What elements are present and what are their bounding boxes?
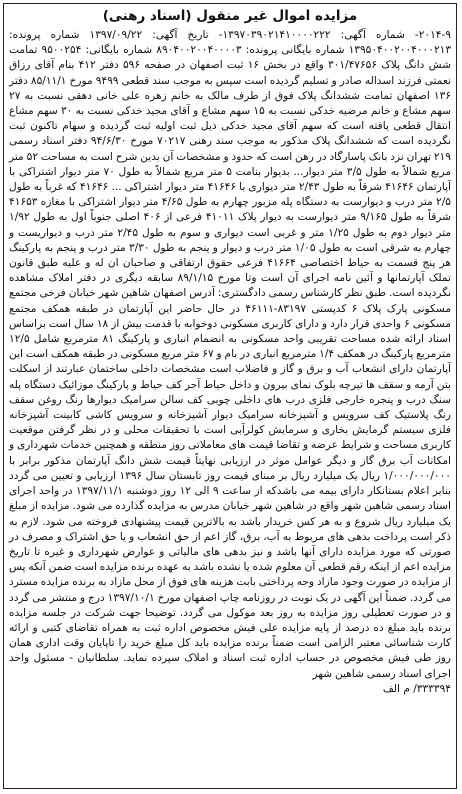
legal-notice [3,3,457,789]
notice-reference: ۳۳۳۳۹۴/ م الف [382,682,451,695]
notice-title: مزایده اموال غیر منقول (اسناد رهنی) [102,8,358,24]
notice-body: ۲۰۱۴-۹- شماره آگهی: ۱۳۹۷۰۳۹۰۲۱۴۱۰۰۰۰۲۲۲- تاریخ آگهی: ۱۳۹۷/۰۹/۲۲ شماره پرونده: ۱۳۹۵۰۴۰۰۲۰۰۴۰۰۰۲۱۳ شماره بایگانی پرونده: ۸۹۰۴۰۰۲۰۰۴۰۰۰۰۳ شماره بایگانی: ۹۵۰۰۲۵۴ تمامت شش دانگ پلاک ۳۰۱/۴۷۶۵۶ واقع در بخش ۱۶ ثبت اصفهان در صفحه ۵۹۶ دفتر ۴۱۲ بنام آقای رزاق نعمتی فرزند اسداله صادر و تسلیم گردیده است سپس به موجب سند قطعی ۹۴۹۹ مورخ ۸۵/۱۱/۱ دفتر ۱۳۶ اصفهان تمامت ششدانگ پلاک فوق از طرف مالک به خانم زهره علی خانی دهقی نسبت به ۲۷ سهم مشاع و خانم مرضیه خدکی نسبت به ۱۵ سهم مشاع و آقای مجید خدکی نسبت به ۳۰ سهم مشاع انتقال قطعی یافته است که سهم آقای مجید خدکی ذیل ثبت اولیه ثبت گردیده و سهام تاکنون ثبت نگردیده است که ششدانگ پلاک مذکور به موجب سند رهنی ۷۰۲۱۷ مورخ ۹۴/۶/۳۰ دفتر اسناد رسمی ۲۱۹ تهران نزد بانک پاسارگاد در رهن است که حدود و مشخصات آن بدین شرح است به مساحت ۵۲ متر مربع شمالاً به طول ۳/۵ متر دیوار... بدیوار بنامت ۵ متر مربع شمالاً به طول ۷۰ متر دیوار اشتراکی با آپارتمان ۴۱۶۴۶ شرقاً به طول ۲/۴۳ متر دیواری با ۴۱۶۴۶ متر دیوار اشتراکی ... ۴۱۶۴۶ که غرباً به طول ۲/۵ متر درب و دیوارست به دستگاه پله مزبور چهارم به طول ۴/۶۵ متر دیوار اشتراکی با مغازه ۴۱۶۵۳ شرقاً به طول ۹/۱۶۵ متر دیوارست به دیوار پلاک ۴۱۰۱۱ فرعی از ۴۰۶ اصلی جنوباً اول به طول ۱/۹۲ متر دیوار دوم به طول ۱/۲۵ متر و غربی است دیواری و سوم به طول ۲/۴۵ متر درب و دیواریست و چهارم به شرقی است به طول ۱/۰۵ متر درب و دیوار و پنجم به طول ۳/۳۰ متر درب و پنجم به پارکینگ هر پنج قسمت به حیاط اختصاصی ۴۱۶۶۴ فرعی حقوق ارتفاقی و صاحبان ان له و علیه طبق قانون تملک آپارتمانها و آئین نامه اجرای آن است وتا مورخ ۸۹/۱/۱۵ سابقه دیگری در دفتر املاک مشاهده نگردیده است. طبق نظر کارشناس رسمی دادگستری: آدرس اصفهان شاهین شهر خیابان فرخی مجتمع مسکونی پارک پلاک ۶ کدپستی ۸۳۱۹۷-۴۶۱۱۱ در حال حاضر این آپارتمان در طبقه همکف مجتمع مسکونی ۶ واحدی قرار دارد و دارای کاربری مسکونی دوخوابه با قدمت بیش از ۱۸ سال است براساس اسناد ارائه شده مساحت تقریبی واحد مسکونی به انضمام انباری و پارکینگ ۸۱ مترمربع شامل ۱۲/۵ مترمربع پارکینگ در همکف ۱/۴ مترمربع انباری در بام و ۶۷ متر مربع مسکونی در طبقه همکف است این آپارتمان دارای انشعاب آب و برق و گاز و فاضلاب است مشخصات داخلی ساختمان عبارتند از اسکلت بتن آرمه و سقف ها تیرچه بلوک نمای بیرون و داخل حیاط آجر کف حیاط و پارکینگ موزائیک دستگاه پله سنگ درب و پنجره خارجی فلزی درب های داخلی چوبی کف سالن سرامیک دیوارها رنگ روغن سقف رنگ پلاستیک کف سرویس و آشپزخانه سرامیک دیوار آشپزخانه و سرویس کاشی کابینت آشپزخانه فلزی سیستم گرمایش بخاری و سرمایش کولرآبی است با تحقیقات محلی و در نظر گرفتن موقعیت کاربری مساحت و شرایط عرضه و تقاضا قیمت های معاملاتی روز منطقه و همچنین خدمات شهرداری و امکانات آب برق گاز و دیگر عوامل موثر در ارزیابی نهایتاً قیمت شش دانگ آپارتمان مذکور برابر با ۱/۰۰۰/۰۰۰/۰۰۰ ریال یک میلیارد ریال بر مبنای قیمت روز تابستان سال ۱۳۹۶ ارزیابی و تعیین می گردد بنابر اعلام بستانکار دارای بیمه می باشدکه از ساعت ۹ الی ۱۲ روز دوشنبه ۱۳۹۷/۱۱/۱ در واحد اجرای اسناد رسمی شاهین شهر واقع در شاهین شهر خیابان مدرس به مزایده گذارده می شود. مزایده از مبلغ یک میلیارد ریال شروع و به هر کس خریدار باشد به بالاترین قیمت پیشنهادی فروخته می شود. لازم به ذکر است پرداخت بدهی های مربوط به آب، برق، گاز اعم از حق انشعاب و یا حق اشتراک و مصرف در صورتی که مورد مزایده دارای آنها باشد و نیز بدهی های مالیاتی و عوارض شهرداری و غیره تا تاریخ مزایده اعم از اینکه رقم قطعی آن معلوم شده یا نشده باشد به عهده برنده مزایده است ضمن آنکه پس از مزایده در صورت وجود مازاد وجه پرداختی بابت هزینه های فوق از محل مازاد به برنده مزایده مسترد می گردد. ضمناً این آگهی در یک نوبت در روزنامه چاپ اصفهان مورخ ۱۳۹۷/۱۰/۱ درج و منتشر می گردد و در صورت تعطیلی روز مزایده به روز بعد موکول می گردد. توضیحا جهت شرکت در جلسه مزایده برنده باید مبلغ ده درصد از پایه مزایده علی فیش مخصوص اداره ثبت به همراه تقاضای کتبی و ارائه کارت شناسائی معتبر الزامی است ضمناً برنده مزایده باید کل مبلغ خرید را تاپایان وقت اداری همان روز طی فیش مخصوص در حساب اداره ثبت اسناد و املاک سپرده نماید. سلطانیان - مسئول واحد اجرای اسناد رسمی شاهین شهر [9,29,452,680]
